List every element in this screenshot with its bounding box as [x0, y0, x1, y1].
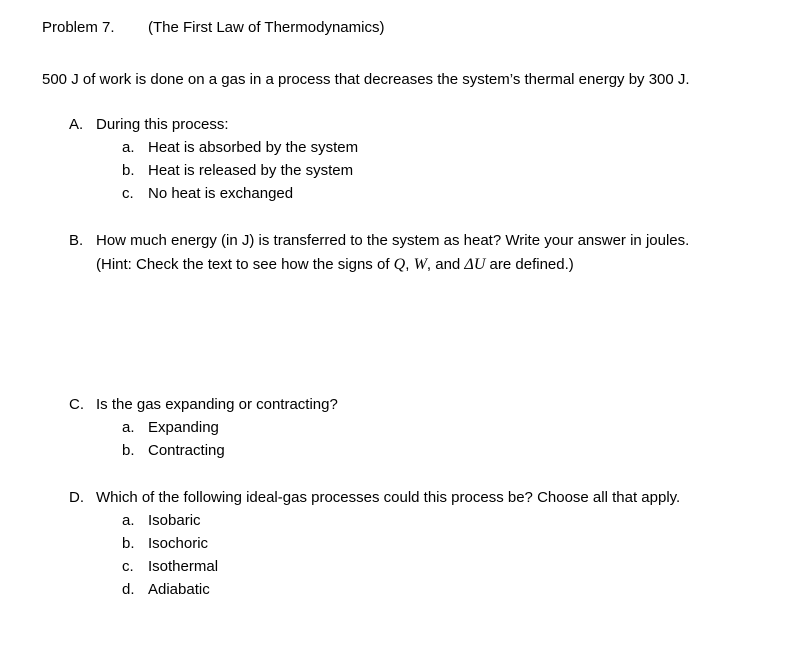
question-a-option-c-letter: c. — [122, 185, 134, 202]
question-a-option-a-letter: a. — [122, 139, 135, 156]
question-c-option-a-text: Expanding — [148, 419, 219, 436]
question-c-option-a-letter: a. — [122, 419, 135, 436]
question-a-option-b-letter: b. — [122, 162, 135, 179]
question-c-option-b-text: Contracting — [148, 442, 225, 459]
question-d-prompt: Which of the following ideal-gas processes could this process be? Choose all that apply. — [96, 489, 681, 506]
question-a-letter: A. — [69, 116, 84, 133]
problem-topic: (The First Law of Thermodynamics) — [148, 19, 385, 36]
question-a-prompt: During this process: — [96, 116, 229, 133]
symbol-w: W — [413, 256, 427, 273]
question-d-option-d-letter: d. — [122, 581, 135, 598]
question-a-option-a-text: Heat is absorbed by the system — [148, 139, 359, 156]
question-b-letter: B. — [69, 232, 84, 249]
problem-statement: 500 J of work is done on a gas in a process that decreases the system’s thermal energy by 300 J. — [42, 71, 690, 88]
question-c-prompt: Is the gas expanding or contracting? — [96, 396, 338, 413]
hint-text-end: are defined.) — [485, 256, 574, 273]
question-a-option-b-text: Heat is released by the system — [148, 162, 354, 179]
question-d-letter: D. — [69, 489, 84, 506]
question-d-option-b-text: Isochoric — [148, 535, 209, 552]
symbol-q: Q — [393, 256, 406, 273]
question-c-letter: C. — [69, 396, 84, 413]
question-d-option-c-text: Isothermal — [148, 558, 219, 575]
question-a-option-c-text: No heat is exchanged — [148, 185, 294, 202]
question-b-hint — [96, 255, 574, 275]
question-d-option-d-text: Adiabatic — [148, 581, 210, 598]
hint-separator-1: , — [405, 256, 414, 273]
question-c-option-b-letter: b. — [122, 442, 135, 459]
hint-separator-2: , and — [426, 256, 465, 273]
symbol-delta-u: ΔU — [464, 256, 486, 273]
problem-label: Problem 7. — [42, 19, 115, 36]
hint-text-start: (Hint: Check the text to see how the signs of — [96, 256, 394, 273]
question-d-option-b-letter: b. — [122, 535, 135, 552]
question-d-option-c-letter: c. — [122, 558, 134, 575]
question-b-prompt: How much energy (in J) is transferred to the system as heat? Write your answer in joules. — [96, 232, 690, 249]
question-d-option-a-text: Isobaric — [148, 512, 201, 529]
question-d-option-a-letter: a. — [122, 512, 135, 529]
